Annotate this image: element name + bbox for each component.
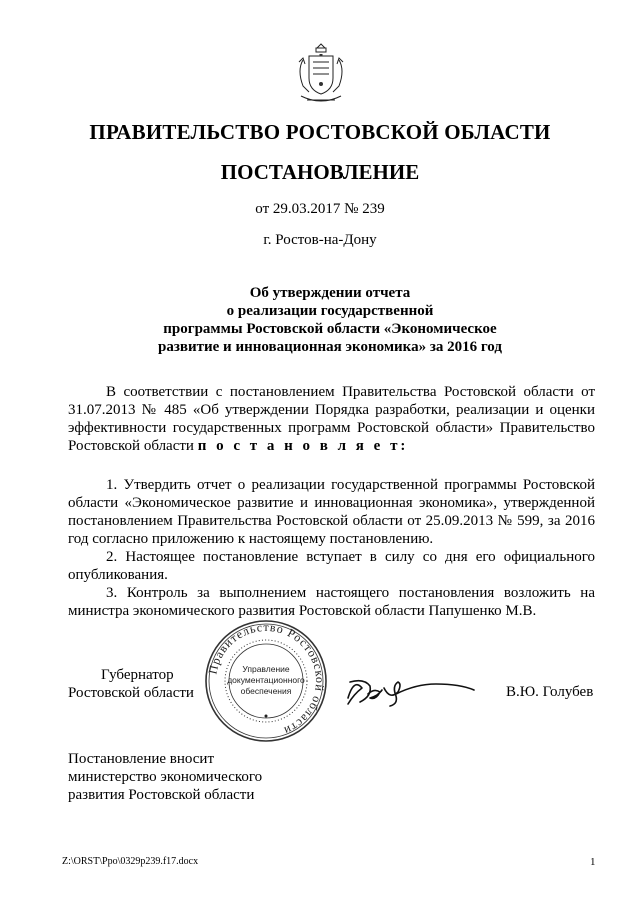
official-stamp (203, 618, 329, 744)
subject-line: Об утверждении отчета (249, 285, 411, 301)
author-note (68, 750, 262, 804)
signer-position-line: Ростовской области (68, 685, 194, 701)
stamp-ring-text: Правительство Ростовской области (205, 619, 328, 739)
signer-position (68, 666, 194, 702)
subject-line: развитие и инновационная экономика» за 2016 год (158, 339, 502, 355)
decree-items (68, 476, 595, 620)
organization-title: ПРАВИТЕЛЬСТВО РОСТОВСКОЙ ОБЛАСТИ (89, 120, 551, 144)
stamp-center-line: обеспечения (240, 686, 292, 696)
author-line: Постановление вносит (68, 751, 215, 767)
city-line: г. Ростов-на-Дону (263, 232, 377, 248)
signer-name: В.Ю. Голубев (506, 684, 594, 700)
subject-line: программы Ростовской области «Экономическое (163, 321, 497, 337)
author-line: развития Ростовской области (68, 787, 255, 803)
document-type: ПОСТАНОВЛЕНИЕ (220, 160, 420, 184)
footer-file-path: Z:\ORST\Ppo\0329p239.f17.docx (62, 856, 199, 867)
footer-page-number: 1 (590, 856, 596, 868)
stamp-center-line: Управление (242, 664, 290, 674)
decree-item: 2. Настоящее постановление вступает в силу со дня его официального опубликования. (68, 549, 595, 583)
date-number-line: от 29.03.2017 № 239 (255, 201, 385, 217)
signer-position-line: Губернатор (101, 667, 174, 683)
preamble-paragraph (68, 383, 595, 455)
decree-item: 3. Контроль за выполнением настоящего постановления возложить на министра экономического развития Ростовской области Папушенко М.В. (68, 585, 595, 619)
coat-of-arms-icon (293, 40, 349, 106)
decree-word: п о с т а н о в л я е т: (197, 438, 409, 454)
handwritten-signature (340, 668, 480, 712)
preamble-text: В соответствии с постановлением Правительства Ростовской области от 31.07.2013 № 485 «Об утверждении Порядка разработки, реализации и оценки эффективности государственных программ Ростовской области» Правительство Ростовской области (68, 384, 595, 454)
decree-item: 1. Утвердить отчет о реализации государственной программы Ростовской области «Экономическое развитие и инновационная экономика», утвержденной постановлением Правительства Ростовской области от 25.09.2013 № 599, за 2016 год согласно приложению к настоящему постановлению. (68, 477, 595, 547)
author-line: министерство экономического (68, 769, 263, 785)
document-subject (80, 284, 580, 356)
stamp-center-line: документационного (227, 675, 305, 685)
subject-line: о реализации государственной (226, 303, 434, 319)
